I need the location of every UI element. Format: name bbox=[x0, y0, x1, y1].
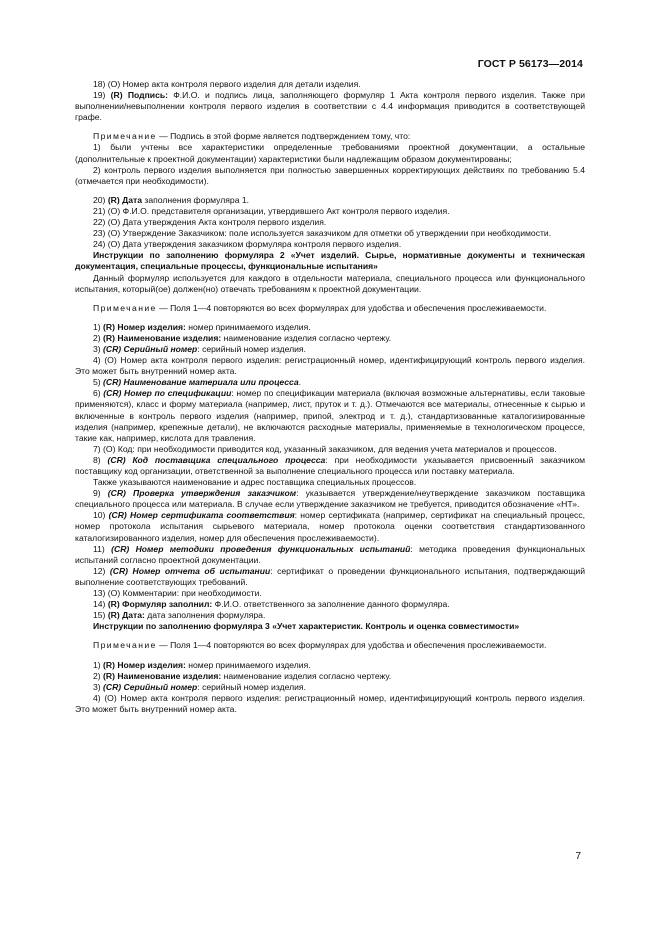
field-description: наименование изделия согласно чертежу. bbox=[221, 670, 392, 681]
paragraph-text: Данный формуляр используется для каждого в отдельности материала, специального процесса или функционального испытания, который(ое) должен(но) отвечать требованиям к проектной документации. bbox=[75, 272, 585, 294]
body-paragraph bbox=[75, 142, 585, 164]
field-description: номер принимаемого изделия. bbox=[185, 659, 311, 670]
field-description: . bbox=[298, 377, 301, 388]
paragraph-text: 21) (О) Ф.И.О. представителя организации, утвердившего Акт контроля первого изделия. bbox=[93, 205, 450, 216]
field-description: Ф.И.О. и подпись лица, заполняющего формуляр 1 Акта контроля первого изделия. Также при выполнении/невыполнении контроля первого изделия в соответствии с 4.4 информация приводится в соответствующей графе. bbox=[75, 90, 586, 123]
field-label: (CR) Проверка утверждения заказчиком bbox=[107, 488, 297, 499]
field-label: (R) Подпись: bbox=[110, 90, 169, 101]
field-label: (CR) Серийный номер bbox=[103, 681, 198, 692]
field-description: номер принимаемого изделия. bbox=[185, 321, 311, 332]
body-paragraph bbox=[75, 588, 585, 599]
body-paragraph bbox=[75, 682, 585, 693]
body-paragraph bbox=[75, 239, 585, 250]
field-label: (R) Наименование изделия: bbox=[103, 670, 222, 681]
item-number: 3) bbox=[93, 681, 104, 692]
note-paragraph bbox=[75, 131, 585, 142]
field-description: Ф.И.О. ответственного за заполнение данного формуляра. bbox=[212, 599, 450, 610]
note-label: Примечание bbox=[93, 302, 157, 313]
item-number: 2) bbox=[93, 332, 104, 343]
note-label: Примечание bbox=[93, 131, 157, 142]
note-paragraph bbox=[75, 640, 585, 651]
body-paragraph bbox=[75, 90, 585, 123]
item-number: 15) bbox=[93, 610, 108, 621]
body-paragraph bbox=[75, 273, 585, 295]
field-description: заполнения формуляра 1. bbox=[142, 194, 250, 205]
field-label: (CR) Номер отчета об испытании bbox=[109, 565, 271, 576]
paragraph-text: 2) контроль первого изделия выполняется при полностью завершенных корректирующих действиях по требованию 5.4 (отмечается при необходимости). bbox=[75, 164, 585, 186]
note-text: — Подпись в этой форме является подтверждением тому, что: bbox=[156, 131, 411, 142]
item-number: 19) bbox=[93, 90, 111, 101]
heading-text: Инструкции по заполнению формуляра 3 «Учет характеристик. Контроль и оценка совместимости» bbox=[93, 621, 520, 632]
body-paragraph bbox=[75, 566, 585, 588]
item-number: 20) bbox=[93, 194, 108, 205]
field-label: (R) Номер изделия: bbox=[103, 321, 186, 332]
paragraph-text: Также указываются наименование и адрес поставщика специальных процессов. bbox=[93, 477, 417, 488]
field-description: : серийный номер изделия. bbox=[197, 681, 306, 692]
body-paragraph bbox=[75, 206, 585, 217]
item-number: 5) bbox=[93, 377, 104, 388]
field-label: (R) Номер изделия: bbox=[103, 659, 186, 670]
body-paragraph bbox=[75, 165, 585, 187]
field-label: (CR) Номер сертификата соответствия bbox=[108, 510, 295, 521]
body-paragraph bbox=[75, 344, 585, 355]
note-label: Примечание bbox=[93, 640, 157, 651]
body-paragraph bbox=[75, 693, 585, 715]
page-number: 7 bbox=[575, 851, 581, 862]
item-number: 12) bbox=[93, 565, 110, 576]
field-description: : указывается утверждение/неутверждение заказчиком поставщика специального процесса или материала. В случае если утверждение заказчиком не требуется, приводится обозначение «НТ». bbox=[75, 488, 586, 510]
body-paragraph bbox=[75, 388, 585, 443]
field-description: : методика проведения функциональных испытаний согласно проектной документации. bbox=[75, 543, 585, 565]
paragraph-text: 7) (О) Код: при необходимости приводится код, указанный заказчиком, для ведения учета материалов и процессов. bbox=[93, 443, 557, 454]
field-label: (CR) Номер методики проведения функциональных испытаний bbox=[111, 543, 411, 554]
body-paragraph bbox=[75, 455, 585, 477]
field-description: : при необходимости указывается присвоенный заказчиком поставщику код организации, ответственной за выполнение специального процесса или поставку материала. bbox=[75, 454, 586, 476]
item-number: 10) bbox=[93, 510, 109, 521]
body-paragraph bbox=[75, 671, 585, 682]
item-number: 2) bbox=[93, 670, 104, 681]
section-heading bbox=[75, 250, 585, 272]
document-header: ГОСТ Р 56173—2014 bbox=[477, 58, 583, 70]
field-description: : сертификат о проведении функционального испытания, подтверждающий выполнение соответствующих требований. bbox=[75, 565, 585, 587]
body-paragraph bbox=[75, 510, 585, 543]
paragraph-text: 13) (О) Комментарии: при необходимости. bbox=[93, 588, 262, 599]
item-number: 11) bbox=[93, 543, 112, 554]
field-label: (R) Формуляр заполнил: bbox=[107, 599, 213, 610]
note-paragraph bbox=[75, 303, 585, 314]
paragraph-text: 4) (О) Номер акта контроля первого изделия: регистрационный номер, идентифицирующий контроль первого изделия. Это может быть внутренний номер акта. bbox=[75, 355, 585, 377]
field-label: (CR) Код поставщика специального процесса bbox=[107, 454, 326, 465]
document-body bbox=[75, 79, 585, 715]
paragraph-text: 22) (О) Дата утверждения Акта контроля первого изделия. bbox=[93, 217, 327, 228]
field-label: (R) Наименование изделия: bbox=[103, 332, 222, 343]
body-paragraph bbox=[75, 355, 585, 377]
body-paragraph bbox=[75, 610, 585, 621]
paragraph-text: 24) (О) Дата утверждения заказчиком формуляра контроля первого изделия. bbox=[93, 239, 402, 250]
field-label: (R) Дата: bbox=[107, 610, 145, 621]
item-number: 9) bbox=[93, 488, 108, 499]
paragraph-text: 4) (О) Номер акта контроля первого изделия: регистрационный номер, идентифицирующий контроль первого изделия. Это может быть внутренний номер акта. bbox=[75, 692, 585, 714]
heading-text: Инструкции по заполнению формуляра 2 «Учет изделий. Сырье, нормативные документы и техническая документация, специальные процессы, функциональные испытания» bbox=[75, 250, 585, 272]
body-paragraph bbox=[75, 322, 585, 333]
body-paragraph bbox=[75, 79, 585, 90]
note-text: — Поля 1—4 повторяются во всех формулярах для удобства и обеспечения прослеживаемости. bbox=[156, 640, 547, 651]
field-label: (CR) Номер по спецификации bbox=[103, 388, 232, 399]
paragraph-text: 23) (О) Утверждение Заказчиком: поле используется заказчиком для отметки об утверждении при необходимости. bbox=[93, 228, 552, 239]
note-text: — Поля 1—4 повторяются во всех формулярах для удобства и обеспечения прослеживаемости. bbox=[156, 302, 547, 313]
field-description: дата заполнения формуляра. bbox=[144, 610, 266, 621]
item-number: 6) bbox=[93, 388, 104, 399]
section-heading bbox=[75, 621, 585, 632]
body-paragraph bbox=[75, 228, 585, 239]
field-description: : серийный номер изделия. bbox=[197, 343, 306, 354]
item-number: 14) bbox=[93, 599, 108, 610]
field-label: (CR) Серийный номер bbox=[103, 343, 198, 354]
paragraph-text: 1) были учтены все характеристики определенные требованиями проектной документации, а остальные (дополнительные к проектной документации) характеристики были надлежащим образом документированы; bbox=[75, 142, 585, 164]
body-paragraph bbox=[75, 333, 585, 344]
body-paragraph bbox=[75, 444, 585, 455]
body-paragraph bbox=[75, 660, 585, 671]
body-paragraph bbox=[75, 544, 585, 566]
body-paragraph bbox=[75, 195, 585, 206]
item-number: 8) bbox=[93, 454, 108, 465]
field-description: : номер сертификата (например, сертификат на специальный процесс, номер протокола испытания сырьевого материала, номер протокола оценки соответствия стандартизованного каталогизированного изделия, номер для обеспечения прослеживаемости). bbox=[75, 510, 585, 543]
item-number: 1) bbox=[93, 321, 104, 332]
item-number: 1) bbox=[93, 659, 104, 670]
body-paragraph bbox=[75, 488, 585, 510]
body-paragraph bbox=[75, 217, 585, 228]
body-paragraph bbox=[75, 477, 585, 488]
body-paragraph bbox=[75, 599, 585, 610]
field-description: наименование изделия согласно чертежу. bbox=[221, 332, 392, 343]
paragraph-text: 18) (О) Номер акта контроля первого изделия для детали изделия. bbox=[93, 79, 361, 89]
field-description: : номер по спецификации материала (включая возможные альтернативы, если таковые применяются), класс и форму материала (например, лист, пруток и т. д.). Отмечаются все материалы, отнесенные к сырью и включенные в контроль первого изделия (например, припой, электрод и т. д.), стандартизованные каталогизированные изделия (например, крепежные детали), не включаются расходные материалы, применяемые в технологическом процессе, такие как, например, кислота для травления. bbox=[75, 388, 585, 443]
item-number: 3) bbox=[93, 343, 104, 354]
field-label: (R) Дата bbox=[107, 194, 143, 205]
field-label: (CR) Наименование материала или процесса bbox=[103, 377, 299, 388]
body-paragraph bbox=[75, 377, 585, 388]
